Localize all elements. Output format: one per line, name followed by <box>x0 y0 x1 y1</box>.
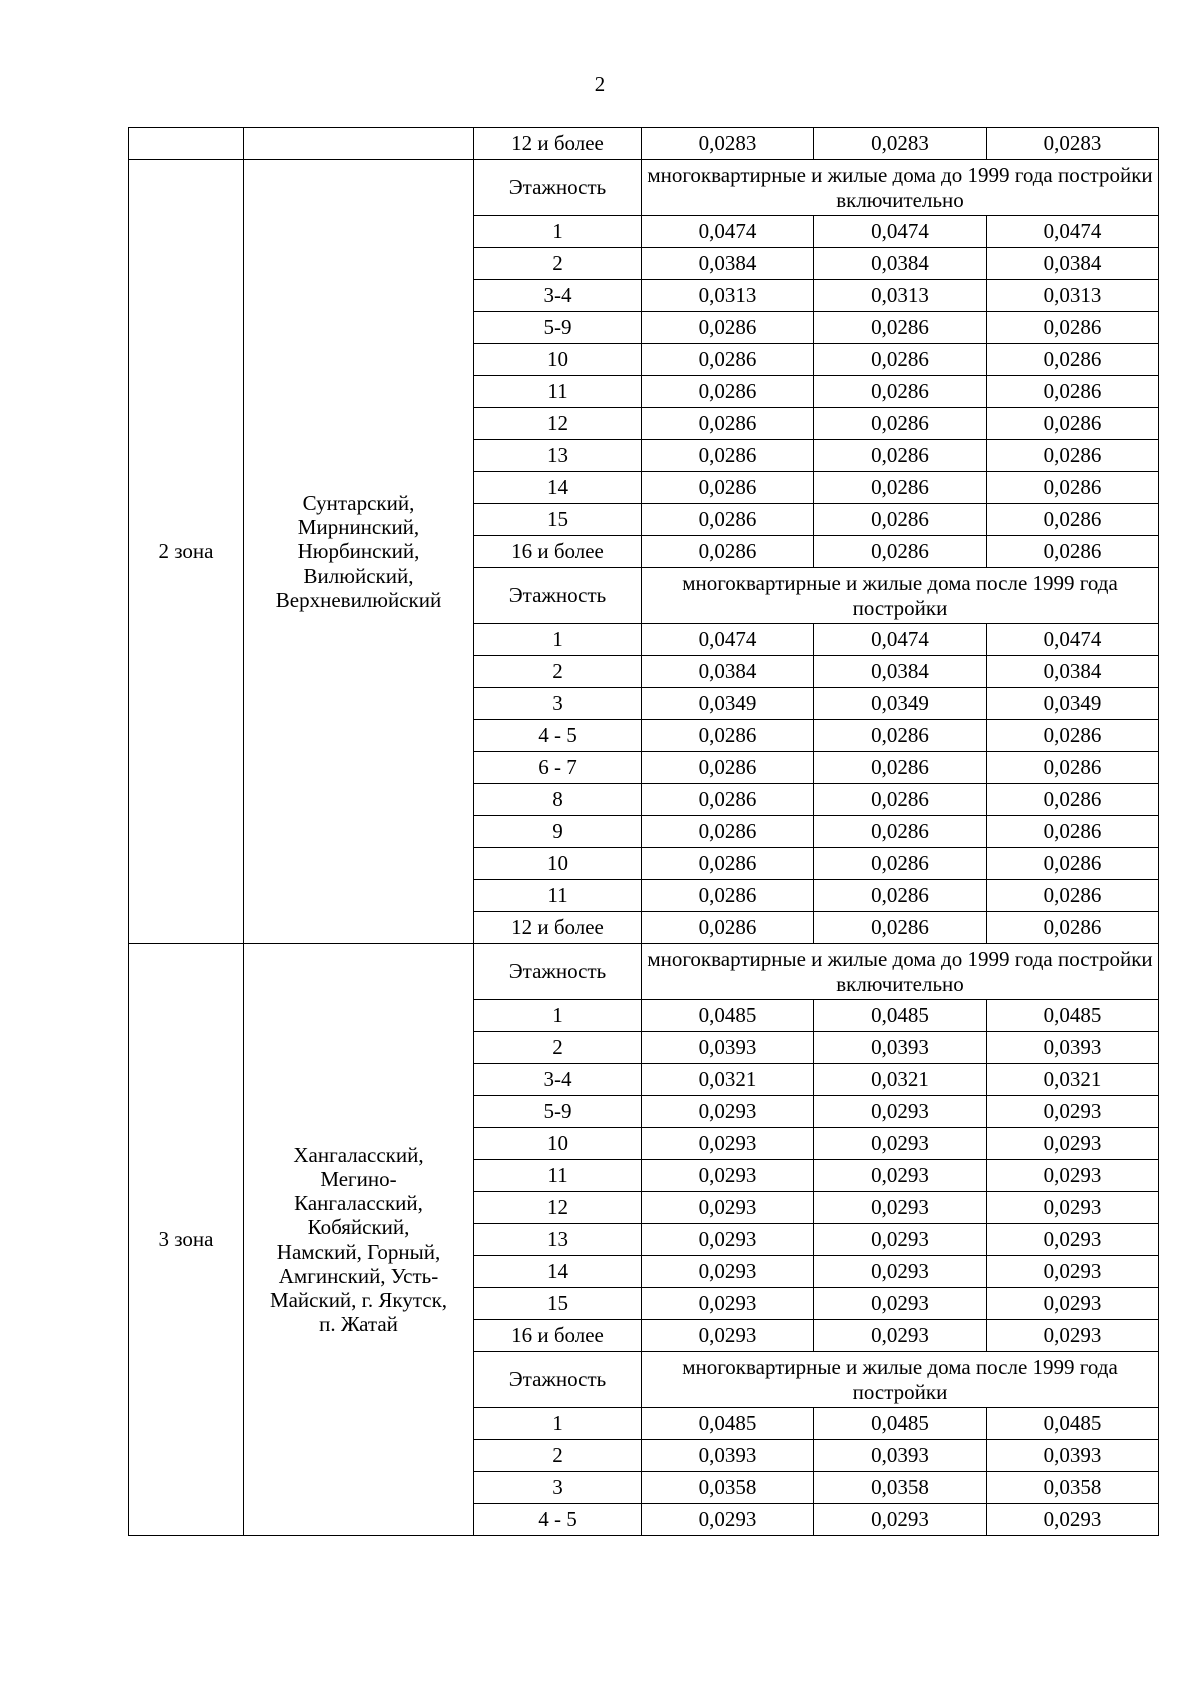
floors-cell: 2 <box>474 248 642 280</box>
district-line: Мегино- <box>320 1167 397 1192</box>
value-cell: 0,0293 <box>987 1288 1159 1320</box>
value-cell: 0,0393 <box>814 1440 987 1472</box>
value-cell: 0,0293 <box>814 1224 987 1256</box>
value-cell: 0,0286 <box>987 312 1159 344</box>
value-cell: 0,0286 <box>814 720 987 752</box>
floors-cell: 10 <box>474 1128 642 1160</box>
district-line: Кангаласский, <box>294 1191 423 1216</box>
value-cell: 0,0286 <box>987 752 1159 784</box>
value-cell: 0,0286 <box>642 376 814 408</box>
district-line: Верхневилюйский <box>275 587 442 612</box>
floors-header: Этажность <box>474 1352 642 1408</box>
value-cell: 0,0286 <box>642 312 814 344</box>
value-cell: 0,0286 <box>642 784 814 816</box>
value-cell: 0,0286 <box>814 912 987 944</box>
value-cell: 0,0293 <box>814 1256 987 1288</box>
value-cell: 0,0384 <box>642 656 814 688</box>
zone-label: 3 зона <box>129 944 244 1536</box>
district-line: Вилюйский, <box>303 563 414 588</box>
value-cell: 0,0286 <box>642 344 814 376</box>
value-cell: 0,0286 <box>987 344 1159 376</box>
value-cell: 0,0485 <box>987 1000 1159 1032</box>
value-cell: 0,0286 <box>987 440 1159 472</box>
value-cell: 0,0286 <box>642 880 814 912</box>
district-line: Амгинский, Усть- <box>278 1263 439 1288</box>
value-cell: 0,0485 <box>814 1408 987 1440</box>
value-cell: 0,0393 <box>642 1440 814 1472</box>
floors-cell: 14 <box>474 472 642 504</box>
value-cell: 0,0293 <box>642 1192 814 1224</box>
floors-cell: 16 и более <box>474 536 642 568</box>
value-cell: 0,0286 <box>814 536 987 568</box>
value-cell: 0,0283 <box>642 128 814 160</box>
value-cell: 0,0293 <box>814 1320 987 1352</box>
value-cell: 0,0286 <box>642 816 814 848</box>
value-cell: 0,0384 <box>814 656 987 688</box>
value-cell: 0,0293 <box>814 1128 987 1160</box>
district-line: п. Жатай <box>319 1311 398 1336</box>
value-cell: 0,0393 <box>987 1440 1159 1472</box>
floors-cell: 13 <box>474 440 642 472</box>
floors-cell: 10 <box>474 848 642 880</box>
section-title: многоквартирные и жилые дома после 1999 года постройки <box>642 568 1159 624</box>
value-cell: 0,0286 <box>814 344 987 376</box>
value-cell: 0,0286 <box>987 504 1159 536</box>
value-cell: 0,0485 <box>987 1408 1159 1440</box>
value-cell: 0,0286 <box>814 408 987 440</box>
value-cell: 0,0313 <box>987 280 1159 312</box>
floors-cell: 1 <box>474 624 642 656</box>
floors-cell: 14 <box>474 1256 642 1288</box>
value-cell: 0,0384 <box>642 248 814 280</box>
value-cell: 0,0313 <box>642 280 814 312</box>
value-cell: 0,0293 <box>987 1224 1159 1256</box>
floors-cell: 3-4 <box>474 280 642 312</box>
district-line: Майский, г. Якутск, <box>269 1287 448 1312</box>
value-cell: 0,0293 <box>642 1224 814 1256</box>
value-cell: 0,0384 <box>987 656 1159 688</box>
table-row <box>129 128 1159 160</box>
value-cell: 0,0283 <box>814 128 987 160</box>
value-cell: 0,0293 <box>642 1320 814 1352</box>
value-cell: 0,0286 <box>814 848 987 880</box>
value-cell: 0,0313 <box>814 280 987 312</box>
value-cell: 0,0393 <box>642 1032 814 1064</box>
value-cell: 0,0286 <box>814 880 987 912</box>
value-cell: 0,0293 <box>814 1192 987 1224</box>
value-cell: 0,0358 <box>642 1472 814 1504</box>
floors-cell: 1 <box>474 216 642 248</box>
district-line: Нюрбинский, <box>297 539 420 564</box>
value-cell: 0,0358 <box>814 1472 987 1504</box>
floors-cell: 11 <box>474 1160 642 1192</box>
floors-cell: 13 <box>474 1224 642 1256</box>
zone-cell <box>129 128 244 160</box>
zone-label: 2 зона <box>129 160 244 944</box>
value-cell: 0,0286 <box>987 848 1159 880</box>
value-cell: 0,0474 <box>814 624 987 656</box>
value-cell: 0,0321 <box>987 1064 1159 1096</box>
section-title: многоквартирные и жилые дома после 1999 года постройки <box>642 1352 1159 1408</box>
value-cell: 0,0293 <box>642 1160 814 1192</box>
value-cell: 0,0293 <box>987 1504 1159 1536</box>
value-cell: 0,0286 <box>987 720 1159 752</box>
floors-cell: 12 и более <box>474 128 642 160</box>
value-cell: 0,0286 <box>987 784 1159 816</box>
district-line: Кобяйский, <box>307 1215 410 1240</box>
district-line: Мирнинский, <box>297 515 420 540</box>
value-cell: 0,0293 <box>987 1096 1159 1128</box>
value-cell: 0,0286 <box>642 472 814 504</box>
value-cell: 0,0286 <box>814 752 987 784</box>
value-cell: 0,0474 <box>642 216 814 248</box>
value-cell: 0,0293 <box>814 1504 987 1536</box>
floors-header: Этажность <box>474 944 642 1000</box>
value-cell: 0,0283 <box>987 128 1159 160</box>
value-cell: 0,0293 <box>642 1128 814 1160</box>
value-cell: 0,0485 <box>642 1408 814 1440</box>
value-cell: 0,0321 <box>814 1064 987 1096</box>
districts-cell <box>244 944 474 1536</box>
district-line: Намский, Горный, <box>276 1239 441 1264</box>
section-title: многоквартирные и жилые дома до 1999 года постройки включительно <box>642 160 1159 216</box>
value-cell: 0,0286 <box>642 848 814 880</box>
floors-cell: 15 <box>474 1288 642 1320</box>
value-cell: 0,0286 <box>642 752 814 784</box>
floors-cell: 2 <box>474 1440 642 1472</box>
value-cell: 0,0286 <box>814 472 987 504</box>
value-cell: 0,0474 <box>642 624 814 656</box>
value-cell: 0,0293 <box>987 1128 1159 1160</box>
floors-cell: 1 <box>474 1000 642 1032</box>
floors-cell: 3 <box>474 1472 642 1504</box>
floors-cell: 3-4 <box>474 1064 642 1096</box>
floors-cell: 12 <box>474 1192 642 1224</box>
value-cell: 0,0349 <box>987 688 1159 720</box>
floors-cell: 6 - 7 <box>474 752 642 784</box>
floors-cell: 4 - 5 <box>474 1504 642 1536</box>
floors-cell: 10 <box>474 344 642 376</box>
value-cell: 0,0393 <box>814 1032 987 1064</box>
value-cell: 0,0286 <box>814 312 987 344</box>
value-cell: 0,0286 <box>814 504 987 536</box>
value-cell: 0,0474 <box>987 216 1159 248</box>
value-cell: 0,0293 <box>814 1160 987 1192</box>
value-cell: 0,0349 <box>642 688 814 720</box>
value-cell: 0,0286 <box>814 376 987 408</box>
floors-cell: 9 <box>474 816 642 848</box>
section-header-row <box>129 160 1159 216</box>
floors-cell: 1 <box>474 1408 642 1440</box>
district-line: Хангаласский, <box>293 1142 424 1167</box>
value-cell: 0,0286 <box>987 816 1159 848</box>
value-cell: 0,0474 <box>814 216 987 248</box>
value-cell: 0,0286 <box>987 880 1159 912</box>
value-cell: 0,0286 <box>814 440 987 472</box>
value-cell: 0,0358 <box>987 1472 1159 1504</box>
value-cell: 0,0286 <box>987 912 1159 944</box>
value-cell: 0,0293 <box>987 1320 1159 1352</box>
value-cell: 0,0286 <box>987 408 1159 440</box>
floors-cell: 11 <box>474 376 642 408</box>
value-cell: 0,0485 <box>814 1000 987 1032</box>
floors-cell: 5-9 <box>474 1096 642 1128</box>
value-cell: 0,0286 <box>642 504 814 536</box>
floors-cell: 8 <box>474 784 642 816</box>
floors-cell: 3 <box>474 688 642 720</box>
value-cell: 0,0286 <box>987 472 1159 504</box>
value-cell: 0,0384 <box>987 248 1159 280</box>
value-cell: 0,0286 <box>642 536 814 568</box>
value-cell: 0,0293 <box>987 1160 1159 1192</box>
districts-cell <box>244 128 474 160</box>
value-cell: 0,0293 <box>987 1256 1159 1288</box>
tariff-table-body <box>129 128 1159 1536</box>
value-cell: 0,0286 <box>814 784 987 816</box>
floors-header: Этажность <box>474 568 642 624</box>
value-cell: 0,0393 <box>987 1032 1159 1064</box>
floors-cell: 11 <box>474 880 642 912</box>
value-cell: 0,0293 <box>642 1504 814 1536</box>
floors-cell: 12 и более <box>474 912 642 944</box>
districts-cell <box>244 160 474 944</box>
floors-cell: 2 <box>474 656 642 688</box>
floors-cell: 5-9 <box>474 312 642 344</box>
value-cell: 0,0286 <box>987 536 1159 568</box>
value-cell: 0,0286 <box>987 376 1159 408</box>
value-cell: 0,0293 <box>642 1256 814 1288</box>
value-cell: 0,0349 <box>814 688 987 720</box>
section-header-row <box>129 944 1159 1000</box>
floors-cell: 12 <box>474 408 642 440</box>
value-cell: 0,0293 <box>814 1288 987 1320</box>
value-cell: 0,0286 <box>814 816 987 848</box>
value-cell: 0,0293 <box>642 1096 814 1128</box>
value-cell: 0,0384 <box>814 248 987 280</box>
floors-header: Этажность <box>474 160 642 216</box>
section-title: многоквартирные и жилые дома до 1999 года постройки включительно <box>642 944 1159 1000</box>
value-cell: 0,0286 <box>642 440 814 472</box>
tariff-table <box>128 127 1159 1536</box>
page-number: 2 <box>594 72 606 96</box>
value-cell: 0,0293 <box>987 1192 1159 1224</box>
district-line: Сунтарский, <box>302 491 415 516</box>
floors-cell: 15 <box>474 504 642 536</box>
value-cell: 0,0286 <box>642 720 814 752</box>
value-cell: 0,0321 <box>642 1064 814 1096</box>
floors-cell: 4 - 5 <box>474 720 642 752</box>
floors-cell: 2 <box>474 1032 642 1064</box>
value-cell: 0,0485 <box>642 1000 814 1032</box>
value-cell: 0,0293 <box>642 1288 814 1320</box>
floors-cell: 16 и более <box>474 1320 642 1352</box>
value-cell: 0,0293 <box>814 1096 987 1128</box>
value-cell: 0,0474 <box>987 624 1159 656</box>
value-cell: 0,0286 <box>642 408 814 440</box>
value-cell: 0,0286 <box>642 912 814 944</box>
